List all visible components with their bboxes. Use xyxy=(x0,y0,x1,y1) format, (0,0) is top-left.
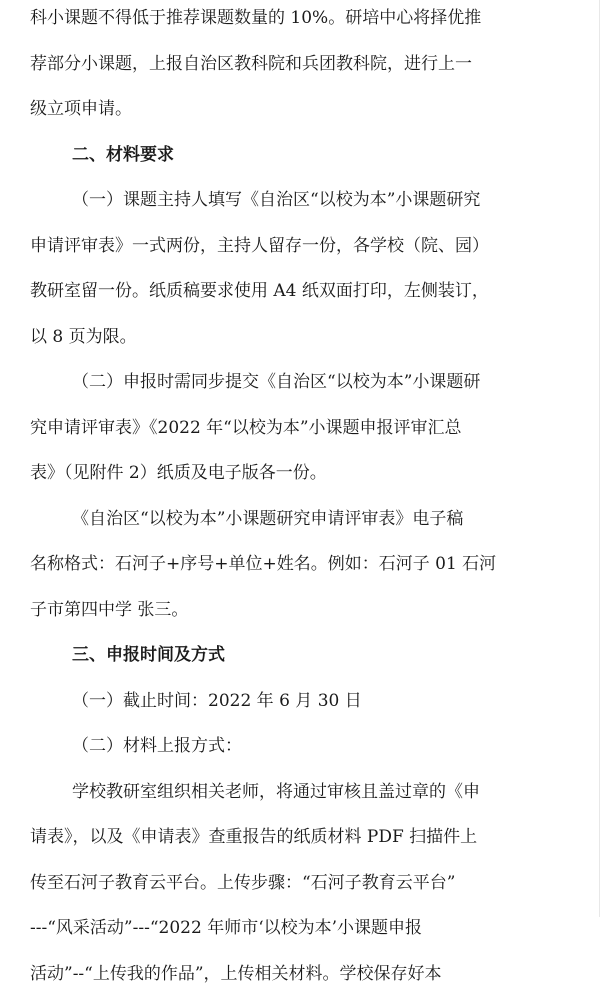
text-line: 级立项申请。 xyxy=(30,99,132,119)
text-line: 究申请评审表》《2022 年“以校为本”小课题申报评审汇总 xyxy=(30,417,462,438)
text-line: 申请评审表》一式两份，主持人留存一份，各学校（院、园） xyxy=(30,235,489,256)
section-heading: 三、申报时间及方式 xyxy=(72,645,225,665)
text-line: （二）材料上报方式： xyxy=(72,736,242,756)
text-line: 教研室留一份。纸质稿要求使用 A4 纸双面打印，左侧装订， xyxy=(30,281,489,301)
text-line: ---“风采活动”---“2022 年师市‘以校为本’小课题申报 xyxy=(30,918,423,938)
text-line: 传至石河子教育云平台。上传步骤：“石河子教育云平台” xyxy=(30,872,456,893)
text-line: 请表》，以及《申请表》查重报告的纸质材料 PDF 扫描件上 xyxy=(30,827,478,847)
section-heading: 二、材料要求 xyxy=(72,144,174,165)
text-line: 名称格式：石河子+序号+单位+姓名。例如：石河子 01 石河 xyxy=(30,554,497,574)
text-line: 表》（见附件 2）纸质及电子版各一份。 xyxy=(30,463,327,483)
text-line: 科小课题不得低于推荐课题数量的 10%。研培中心将择优推 xyxy=(30,8,482,28)
text-line: 荐部分小课题，上报自治区教科院和兵团教科院，进行上一 xyxy=(30,53,472,74)
text-line: （一）课题主持人填写《自治区“以校为本”小课题研究 xyxy=(72,190,481,210)
text-line: （一）截止时间：2022 年 6 月 30 日 xyxy=(72,690,362,711)
text-line: 活动”--“上传我的作品”，上传相关材料。学校保存好本 xyxy=(30,963,442,984)
text-line: 《自治区“以校为本”小课题研究申请评审表》电子稿 xyxy=(72,508,464,529)
text-line: （二）申报时需同步提交《自治区“以校为本”小课题研 xyxy=(72,372,481,392)
text-line: 以 8 页为限。 xyxy=(30,326,137,347)
text-line: 子市第四中学 张三。 xyxy=(30,599,189,620)
text-line: 学校教研室组织相关老师，将通过审核且盖过章的《申 xyxy=(72,781,480,802)
